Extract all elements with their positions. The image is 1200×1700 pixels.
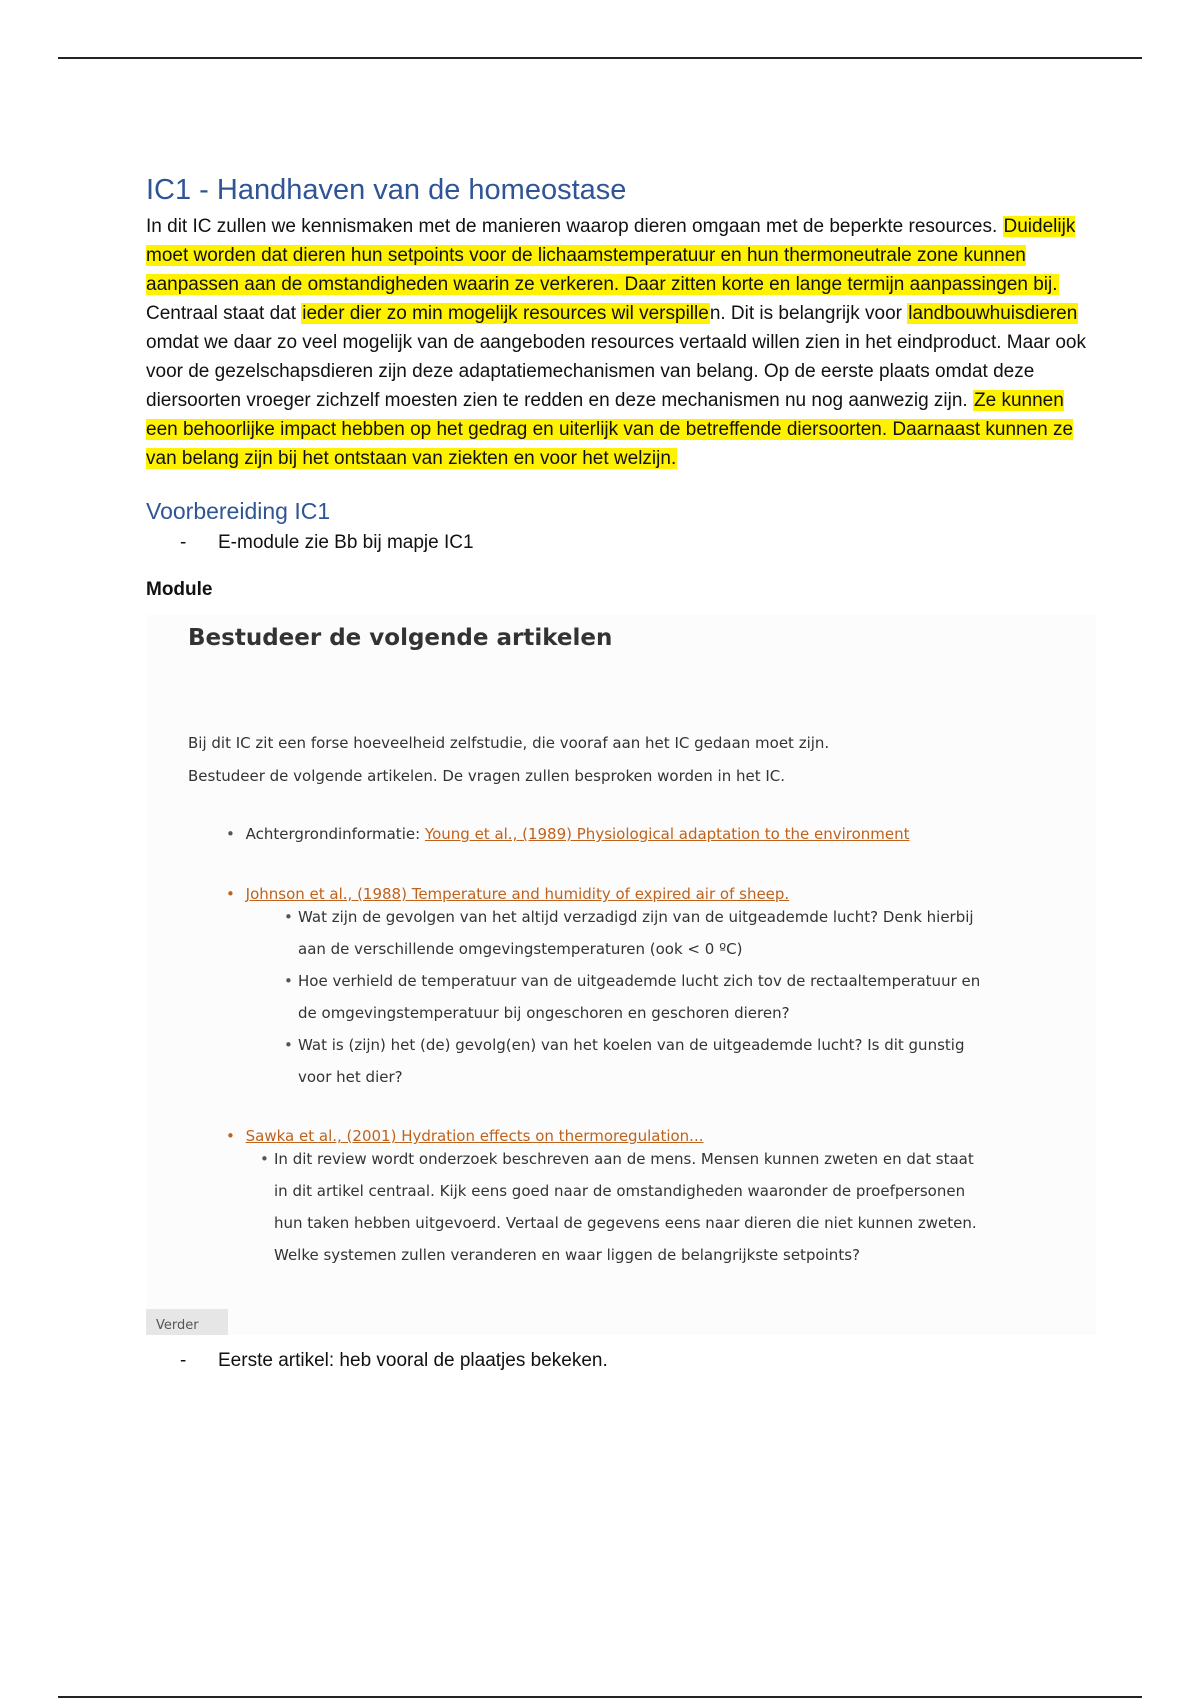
module-label: Module <box>146 579 213 600</box>
module-heading: Bestudeer de volgende artikelen <box>188 625 613 651</box>
question-text: aan de verschillende omgevingstemperaturen (ook < 0 ºC) <box>298 940 743 958</box>
list-item <box>260 1143 977 1271</box>
dash-marker: - <box>180 1350 187 1371</box>
bullet-icon: • <box>284 908 293 926</box>
prep-list <box>146 529 1096 557</box>
bullet-icon: • <box>226 1127 235 1145</box>
intro-paragraph <box>146 212 1096 473</box>
paragraph-text: Centraal staat dat <box>146 303 296 324</box>
bullet-icon: • <box>284 972 293 990</box>
verder-button[interactable]: Verder <box>146 1309 228 1335</box>
intro-line: Bestudeer de volgende artikelen. De vragen zullen besproken worden in het IC. <box>188 767 786 785</box>
paragraph-text: omdat we daar zo veel mogelijk van de aangeboden resources vertaald willen zien in het eindproduct. Maar ook voor de gezelschapsdieren zijn deze adaptatiemechanismen van belang. Op de eerste plaats omdat deze diersoorten vroeger zichzelf moesten zien te redden en deze mechanismen nu nog aanwezig zijn. <box>146 332 1086 411</box>
question-text: Wat zijn de gevolgen van het altijd verzadigd zijn van de uitgeademde lucht? Denk hierbij <box>298 908 974 926</box>
list-item <box>226 825 910 843</box>
dash-marker: - <box>180 532 187 553</box>
question-text: voor het dier? <box>298 1068 403 1086</box>
review-text: in dit artikel centraal. Kijk eens goed naar de omstandigheden waaronder de proefpersonen <box>274 1182 966 1200</box>
notes-list <box>146 1347 1096 1375</box>
johnson-article-link[interactable]: Johnson et al., (1988) Temperature and humidity of expired air of sheep. <box>245 885 790 903</box>
list-item <box>146 1347 1096 1375</box>
list-item <box>284 901 974 965</box>
list-item <box>284 1029 965 1093</box>
highlighted-text: landbouwhuisdieren <box>908 303 1078 324</box>
bullet-icon: • <box>284 1036 293 1054</box>
list-item <box>284 965 981 1029</box>
highlighted-text: Duidelijk moet worden dat dieren hun setpoints voor de lichaamstemperatuur en hun thermoneutrale zone kunnen aanpassen aan de omstandigheden waarin ze verkeren. Daar zitten korte en lange termijn aanpassingen bij. <box>146 216 1076 295</box>
section-heading: Voorbereiding IC1 <box>146 498 331 524</box>
question-text: Hoe verhield de temperatuur van de uitgeademde lucht zich tov de rectaaltemperatuur en <box>298 972 981 990</box>
paragraph-text: In dit IC zullen we kennismaken met de manieren waarop dieren omgaan met de beperkte resources. <box>146 216 998 237</box>
review-text: Welke systemen zullen veranderen en waar liggen de belangrijkste setpoints? <box>274 1246 860 1264</box>
list-item-text: Eerste artikel: heb vooral de plaatjes bekeken. <box>218 1350 608 1371</box>
highlighted-text: ieder dier zo min mogelijk resources wil verspille <box>302 303 709 324</box>
paragraph-text: n. Dit is belangrijk voor <box>709 303 903 324</box>
highlighted-text: Ze kunnen een behoorlijke impact hebben op het gedrag en uiterlijk van de betreffende diersoorten. Daarnaast kunnen ze van belang zijn bij het ontstaan van ziekten en voor het welzijn. <box>146 390 1074 469</box>
module-intro <box>188 727 829 793</box>
bullet-icon: • <box>260 1150 269 1168</box>
young-article-link[interactable]: Young et al., (1989) Physiological adaptation to the environment <box>424 825 910 843</box>
review-text: In dit review wordt onderzoek beschreven aan de mens. Mensen kunnen zweten en dat staat <box>274 1150 974 1168</box>
footer-rule <box>58 1696 1142 1698</box>
list-item <box>146 529 1096 557</box>
review-text: hun taken hebben uitgevoerd. Vertaal de gegevens eens naar dieren die niet kunnen zweten. <box>274 1214 977 1232</box>
list-item-text: E-module zie Bb bij mapje IC1 <box>218 532 474 553</box>
header-rule <box>58 57 1142 59</box>
intro-line: Bij dit IC zit een forse hoeveelheid zelfstudie, die vooraf aan het IC gedaan moet zijn. <box>188 734 830 752</box>
question-text: Wat is (zijn) het (de) gevolg(en) van het koelen van de uitgeademde lucht? Is dit gunstig <box>298 1036 965 1054</box>
sawka-article-link[interactable]: Sawka et al., (2001) Hydration effects on thermoregulation... <box>245 1127 704 1145</box>
bullet-icon: • <box>226 825 235 843</box>
bullet-label: Achtergrondinformatie: <box>245 825 421 843</box>
document-body <box>146 170 1096 1375</box>
bullet-icon: • <box>226 885 235 903</box>
page-title: IC1 - Handhaven van de homeostase <box>146 174 627 206</box>
module-screenshot <box>146 615 1096 1335</box>
question-text: de omgevingstemperatuur bij ongeschoren en geschoren dieren? <box>298 1004 790 1022</box>
